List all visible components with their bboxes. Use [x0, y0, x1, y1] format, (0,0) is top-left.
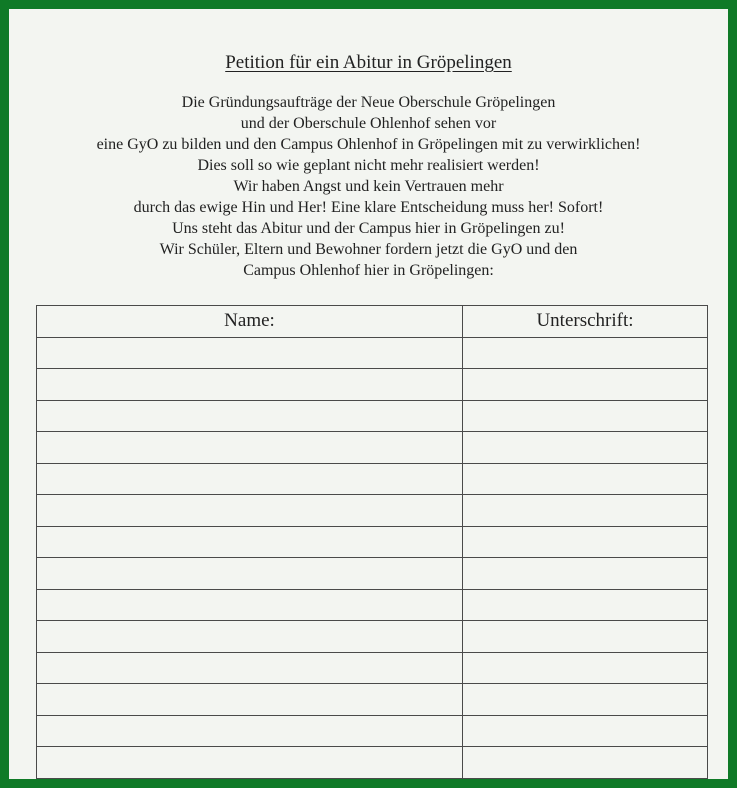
signature-cell[interactable]: [463, 337, 708, 369]
text-line: und der Oberschule Ohlenhof sehen vor: [240, 115, 497, 132]
table-row: [37, 463, 708, 495]
table-row: [37, 778, 708, 779]
signature-cell[interactable]: [463, 432, 708, 464]
name-cell[interactable]: [37, 747, 463, 779]
signature-cell[interactable]: [463, 589, 708, 621]
signature-cell[interactable]: [463, 558, 708, 590]
name-cell[interactable]: [37, 589, 463, 621]
text-line: Die Gründungsaufträge der Neue Oberschule Gröpelingen: [181, 94, 556, 111]
signature-cell[interactable]: [463, 715, 708, 747]
name-cell[interactable]: [37, 558, 463, 590]
name-cell[interactable]: [37, 369, 463, 401]
name-column-header: Name:: [37, 306, 463, 338]
name-cell[interactable]: [37, 432, 463, 464]
signature-cell[interactable]: [463, 778, 708, 779]
signature-cell[interactable]: [463, 369, 708, 401]
name-cell[interactable]: [37, 495, 463, 527]
petition-title: Petition für ein Abitur in Gröpelingen: [225, 52, 512, 73]
table-row: [37, 432, 708, 464]
table-row: [37, 558, 708, 590]
signature-rows: [37, 337, 708, 779]
table-header-row: [37, 306, 708, 338]
petition-text: [9, 92, 728, 281]
text-line: Wir Schüler, Eltern und Bewohner fordern jetzt die GyO und den: [159, 241, 578, 258]
signature-cell[interactable]: [463, 526, 708, 558]
signature-cell[interactable]: [463, 652, 708, 684]
table-row: [37, 715, 708, 747]
signature-cell[interactable]: [463, 747, 708, 779]
signature-cell[interactable]: [463, 495, 708, 527]
signature-cell[interactable]: [463, 684, 708, 716]
text-line: Campus Ohlenhof hier in Gröpelingen:: [243, 262, 494, 279]
signature-cell[interactable]: [463, 463, 708, 495]
table-row: [37, 747, 708, 779]
table-row: [37, 526, 708, 558]
text-line: eine GyO zu bilden und den Campus Ohlenhof in Gröpelingen mit zu verwirklichen!: [96, 136, 641, 153]
text-line: Dies soll so wie geplant nicht mehr realisiert werden!: [197, 157, 540, 174]
name-cell[interactable]: [37, 621, 463, 653]
table-row: [37, 589, 708, 621]
table-row: [37, 652, 708, 684]
name-cell[interactable]: [37, 652, 463, 684]
signature-column-header: Unterschrift:: [463, 306, 708, 338]
table-row: [37, 621, 708, 653]
name-cell[interactable]: [37, 463, 463, 495]
name-cell[interactable]: [37, 400, 463, 432]
table-row: [37, 400, 708, 432]
name-cell[interactable]: [37, 778, 463, 779]
signature-cell[interactable]: [463, 621, 708, 653]
petition-page: [9, 9, 728, 779]
name-cell[interactable]: [37, 715, 463, 747]
table-row: [37, 684, 708, 716]
name-cell[interactable]: [37, 684, 463, 716]
signature-table: [36, 305, 708, 779]
text-line: Uns steht das Abitur und der Campus hier in Gröpelingen zu!: [172, 220, 565, 237]
name-cell[interactable]: [37, 337, 463, 369]
text-line: durch das ewige Hin und Her! Eine klare Entscheidung muss her! Sofort!: [133, 199, 604, 216]
text-line: Wir haben Angst und kein Vertrauen mehr: [233, 178, 504, 195]
table-row: [37, 369, 708, 401]
signature-cell[interactable]: [463, 400, 708, 432]
table-row: [37, 495, 708, 527]
table-row: [37, 337, 708, 369]
name-cell[interactable]: [37, 526, 463, 558]
